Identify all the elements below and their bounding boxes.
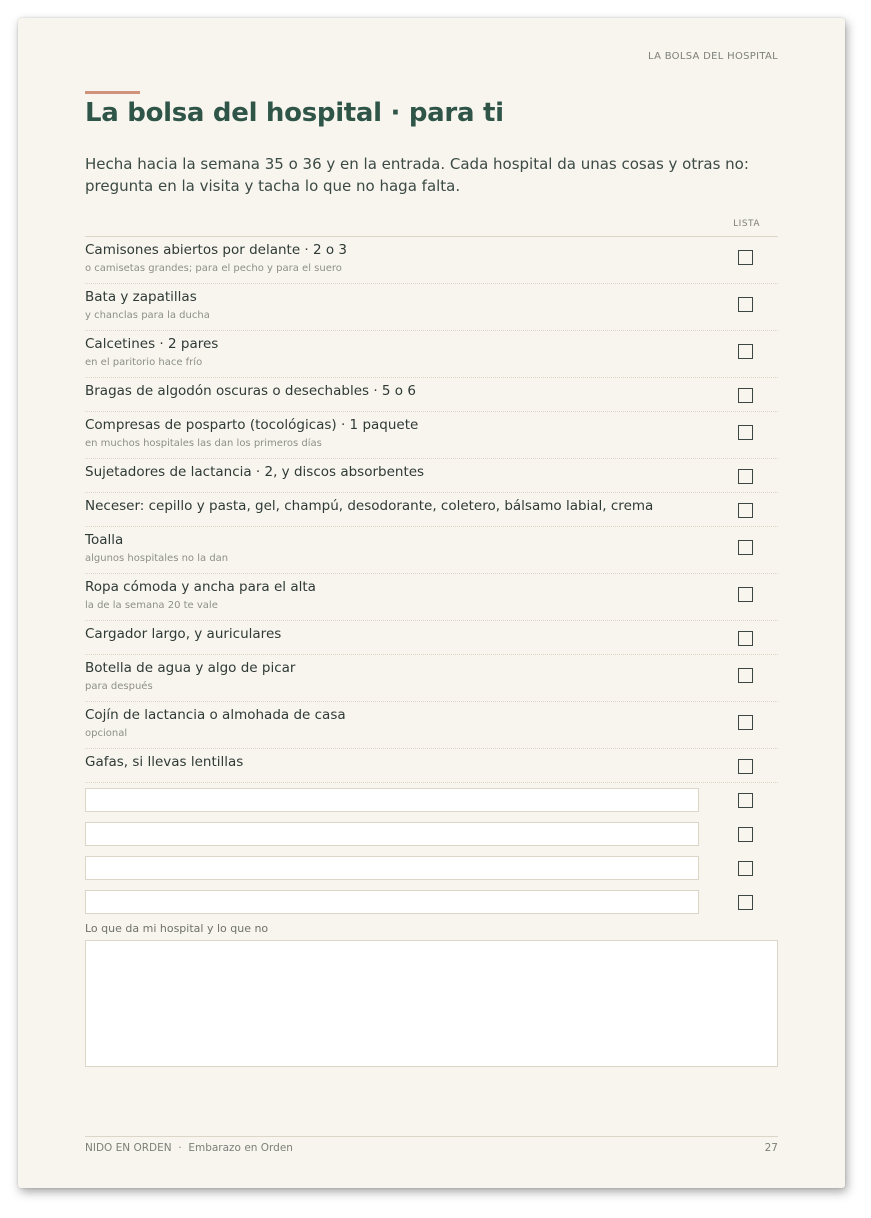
item-label: Sujetadores de lactancia · 2, y discos absorbentes bbox=[85, 464, 425, 480]
item-label: Gafas, si llevas lentillas bbox=[85, 754, 244, 770]
notes-box[interactable] bbox=[85, 940, 778, 1067]
title-accent-bar bbox=[85, 91, 140, 94]
column-header-lista: LISTA bbox=[733, 219, 760, 229]
item-note: la de la semana 20 te vale bbox=[85, 600, 218, 611]
item-label: Cargador largo, y auriculares bbox=[85, 626, 282, 642]
item-checkbox[interactable] bbox=[738, 540, 753, 555]
blank-item-checkbox[interactable] bbox=[738, 793, 753, 808]
item-checkbox[interactable] bbox=[738, 715, 753, 730]
footer-separator: · bbox=[178, 1142, 182, 1154]
blank-row bbox=[85, 817, 778, 851]
item-checkbox[interactable] bbox=[738, 503, 753, 518]
page-number: 27 bbox=[764, 1142, 778, 1154]
blank-row bbox=[85, 783, 778, 817]
item-label: Ropa cómoda y ancha para el alta bbox=[85, 579, 316, 595]
checklist-row bbox=[85, 749, 778, 783]
blank-item-checkbox[interactable] bbox=[738, 827, 753, 842]
blank-row bbox=[85, 885, 778, 919]
item-checkbox[interactable] bbox=[738, 587, 753, 602]
item-checkbox[interactable] bbox=[738, 469, 753, 484]
notes-label: Lo que da mi hospital y lo que no bbox=[85, 922, 269, 935]
running-header: LA BOLSA DEL HOSPITAL bbox=[647, 51, 778, 62]
blank-item-checkbox[interactable] bbox=[738, 861, 753, 876]
footer-book-title: Embarazo en Orden bbox=[188, 1142, 293, 1154]
blank-row bbox=[85, 851, 778, 885]
checklist-row bbox=[85, 621, 778, 655]
page bbox=[18, 18, 845, 1188]
footer bbox=[85, 1136, 778, 1154]
blank-item-field[interactable] bbox=[85, 822, 699, 846]
blank-item-checkbox[interactable] bbox=[738, 895, 753, 910]
item-label: Calcetines · 2 pares bbox=[85, 336, 219, 352]
item-label: Camisones abiertos por delante · 2 o 3 bbox=[85, 242, 348, 258]
item-label: Bata y zapatillas bbox=[85, 289, 197, 305]
checklist-row bbox=[85, 331, 778, 378]
checklist-row bbox=[85, 412, 778, 459]
item-checkbox[interactable] bbox=[738, 759, 753, 774]
checklist-row bbox=[85, 655, 778, 702]
item-checkbox[interactable] bbox=[738, 344, 753, 359]
item-checkbox[interactable] bbox=[738, 250, 753, 265]
intro-text: Hecha hacia la semana 35 o 36 y en la entrada. Cada hospital da unas cosas y otras no: pregunta en la visita y tacha lo que no haga falta. bbox=[85, 155, 749, 195]
item-checkbox[interactable] bbox=[738, 388, 753, 403]
footer-credits bbox=[85, 1142, 293, 1154]
checklist-row bbox=[85, 237, 778, 284]
item-note: o camisetas grandes; para el pecho y para el suero bbox=[85, 263, 342, 274]
item-label: Bragas de algodón oscuras o desechables · 5 o 6 bbox=[85, 383, 416, 399]
item-label: Toalla bbox=[85, 532, 124, 548]
item-note: en el paritorio hace frío bbox=[85, 357, 203, 368]
checklist-column-header bbox=[85, 219, 778, 237]
item-label: Neceser: cepillo y pasta, gel, champú, desodorante, coletero, bálsamo labial, crema bbox=[85, 498, 654, 514]
checklist-row bbox=[85, 493, 778, 527]
item-checkbox[interactable] bbox=[738, 631, 753, 646]
checklist-row bbox=[85, 574, 778, 621]
item-checkbox[interactable] bbox=[738, 668, 753, 683]
item-checkbox[interactable] bbox=[738, 297, 753, 312]
item-note: algunos hospitales no la dan bbox=[85, 553, 229, 564]
checklist-row bbox=[85, 527, 778, 574]
blank-item-field[interactable] bbox=[85, 856, 699, 880]
page-title: La bolsa del hospital · para ti bbox=[85, 98, 504, 128]
item-note: opcional bbox=[85, 728, 128, 739]
item-label: Botella de agua y algo de picar bbox=[85, 660, 296, 676]
footer-brand: NIDO EN ORDEN bbox=[85, 1142, 172, 1154]
item-note: para después bbox=[85, 681, 153, 692]
checklist-row bbox=[85, 459, 778, 493]
item-label: Compresas de posparto (tocológicas) · 1 paquete bbox=[85, 417, 419, 433]
checklist-row bbox=[85, 378, 778, 412]
item-note: y chanclas para la ducha bbox=[85, 310, 210, 321]
checklist-row bbox=[85, 702, 778, 749]
item-label: Cojín de lactancia o almohada de casa bbox=[85, 707, 346, 723]
checklist-row bbox=[85, 284, 778, 331]
blank-item-field[interactable] bbox=[85, 890, 699, 914]
item-note: en muchos hospitales las dan los primeros días bbox=[85, 438, 322, 449]
blank-item-field[interactable] bbox=[85, 788, 699, 812]
item-checkbox[interactable] bbox=[738, 425, 753, 440]
checklist bbox=[85, 237, 778, 919]
